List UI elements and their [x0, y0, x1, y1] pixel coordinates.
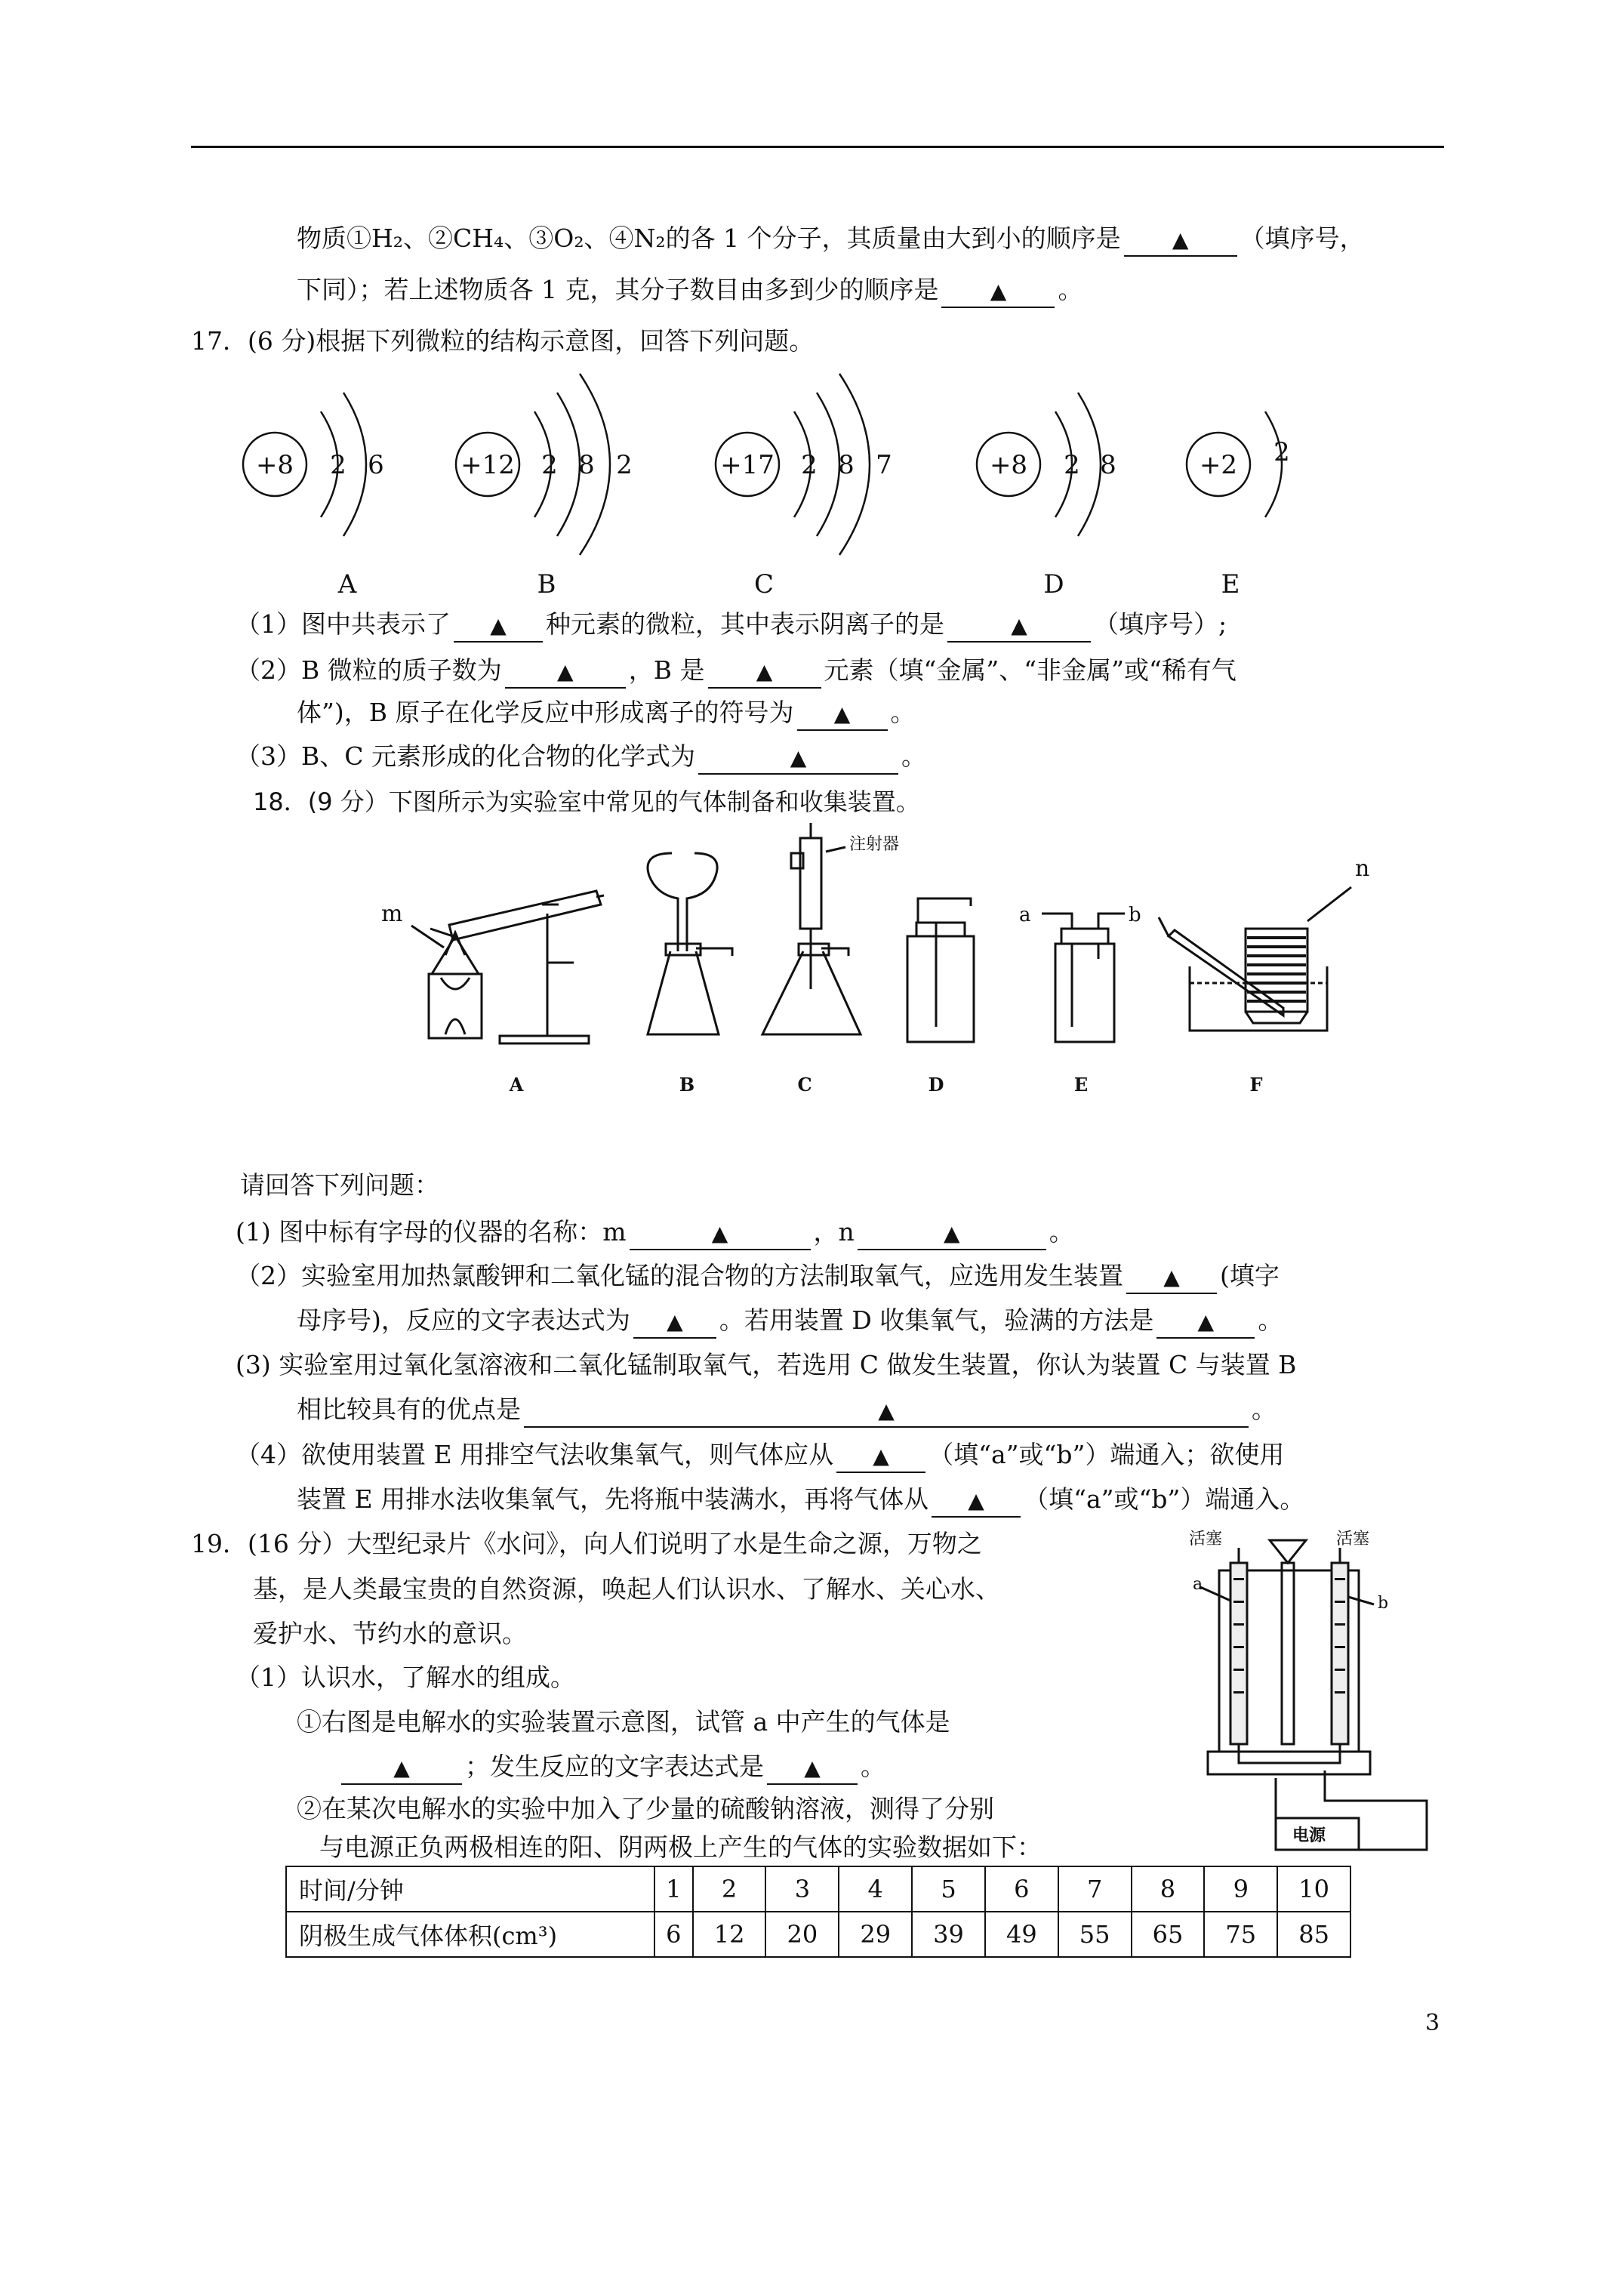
valve-right-label: 活塞: [1336, 1530, 1370, 1549]
particle-label: B: [537, 569, 556, 599]
table-cell: 2: [693, 1866, 766, 1912]
answer-blank[interactable]: ▲: [708, 655, 821, 689]
apparatus-label: B: [679, 1074, 695, 1095]
shell-electrons: 2: [801, 450, 818, 480]
table-cell: 12: [693, 1912, 766, 1957]
table-row: [286, 1912, 1350, 1957]
table-cell: 39: [912, 1912, 985, 1957]
table-cell: 29: [839, 1912, 912, 1957]
table-row: [286, 1866, 1350, 1912]
answer-blank[interactable]: ▲: [932, 1484, 1021, 1518]
q18-part-2: （2）实验室用加热氯酸钾和二氧化锰的混合物的方法制取氧气，应选用发生装置 ▲ (填字: [236, 1259, 1280, 1294]
apparatus-label: E: [1073, 1074, 1089, 1095]
shell-electrons: 2: [1064, 450, 1080, 480]
answer-blank[interactable]: ▲: [1126, 1261, 1217, 1294]
q17-part-2-cont: 体”)，B 原子在化学反应中形成离子的符号为 ▲ 。: [297, 696, 916, 731]
answer-blank[interactable]: ▲: [454, 609, 543, 643]
answer-blank[interactable]: ▲: [767, 1752, 858, 1785]
answer-blank[interactable]: ▲: [1124, 223, 1237, 257]
q17-part-1: （1）图中共表示了 ▲ 种元素的微粒，其中表示阴离子的是 ▲ （填序号）;: [236, 608, 1227, 643]
power-source-label: 电源: [1292, 1826, 1326, 1845]
table-cell: 5: [912, 1866, 985, 1912]
shell-electrons: 2: [541, 450, 558, 480]
table-header-cell: 阴极生成气体体积(cm³): [286, 1912, 654, 1957]
nucleus-label: +17: [720, 450, 775, 480]
label-m: m: [381, 901, 403, 927]
nucleus-label: +8: [989, 450, 1028, 480]
intro-line-1: 物质①H₂、②CH₄、③O₂、④N₂的各 1 个分子，其质量由大到小的顺序是 ▲ （填序号，: [297, 222, 1365, 257]
answer-blank[interactable]: ▲: [836, 1440, 925, 1473]
shell-electrons: 6: [368, 450, 384, 480]
particle-label: C: [753, 569, 775, 599]
table-header-cell: 时间/分钟: [286, 1866, 654, 1912]
table-cell: 20: [765, 1912, 839, 1957]
answer-blank[interactable]: ▲: [947, 609, 1091, 643]
q17-title: 17．(6 分)根据下列微粒的结构示意图，回答下列问题。: [191, 326, 815, 356]
table-cell: 6: [654, 1912, 693, 1957]
answer-blank[interactable]: ▲: [698, 741, 898, 775]
nucleus-label: +8: [255, 450, 294, 480]
shell-electrons: 2: [1273, 437, 1290, 467]
shell-electrons: 2: [616, 450, 633, 480]
q18-part-2-cont: 母序号)，反应的文字表达式为 ▲ 。若用装置 D 收集氧气，验满的方法是 ▲ 。: [297, 1304, 1283, 1339]
answer-blank[interactable]: ▲: [1156, 1305, 1255, 1339]
shell-electrons: 8: [1100, 450, 1116, 480]
q18-part-3: (3) 实验室用过氧化氢溶液和二氧化锰制取氧气，若选用 C 做发生装置，你认为装置 C 与装置 B: [236, 1350, 1297, 1379]
answer-blank[interactable]: ▲: [797, 698, 888, 731]
apparatus-label: D: [928, 1074, 944, 1095]
lab-apparatus-figure: [0, 823, 1623, 1095]
table-cell: 1: [654, 1866, 693, 1912]
table-cell: 4: [839, 1866, 912, 1912]
valve-left-label: 活塞: [1189, 1530, 1223, 1549]
table-cell: 49: [985, 1912, 1058, 1957]
intro-text: 物质①H₂、②CH₄、③O₂、④N₂的各 1 个分子，其质量由大到小的顺序是: [297, 223, 1121, 253]
electrolysis-figure: [1155, 1518, 1457, 1857]
table-cell: 7: [1058, 1866, 1132, 1912]
header-rule: [191, 146, 1444, 148]
atomic-structure-diagrams: [0, 355, 1623, 627]
data-table: [285, 1866, 1351, 1958]
particle-label: A: [337, 569, 357, 599]
answer-blank[interactable]: ▲: [633, 1305, 716, 1339]
apparatus-label: A: [509, 1074, 524, 1095]
shell-electrons: 7: [876, 450, 892, 480]
answer-blank[interactable]: ▲: [858, 1217, 1046, 1250]
q19-sub-1: （1）认识水，了解水的组成。: [236, 1663, 575, 1692]
intro-line-2: 下同）；若上述物质各 1 克，其分子数目由多到少的顺序是 ▲ 。: [297, 273, 1083, 308]
q19-sub-1b: ▲ ；发生反应的文字表达式是 ▲ 。: [338, 1750, 885, 1785]
label-syringe: 注射器: [849, 835, 900, 854]
q18-part-3-cont: 相比较具有的优点是 ▲ 。: [297, 1393, 1277, 1428]
q19-line-1: 19．(16 分）大型纪录片《水问》，向人们说明了水是生命之源，万物之: [191, 1529, 982, 1558]
answer-blank[interactable]: ▲: [941, 275, 1055, 308]
shell-electrons: 8: [578, 450, 595, 480]
q19-line-3: 爱护水、节约水的意识。: [253, 1619, 527, 1648]
q18-part-4: （4）欲使用装置 E 用排空气法收集氧气，则气体应从 ▲ （填“a”或“b”）端通入；欲使用: [236, 1438, 1284, 1473]
q19-sub-2b: 与电源正负两极相连的阳、阴两极上产生的气体的实验数据如下：: [319, 1832, 1042, 1862]
page-number: 3: [1425, 2010, 1440, 2036]
q18-title: 18．(9 分）下图所示为实验室中常见的气体制备和收集装置。: [253, 787, 920, 816]
q19-sub-1a: ①右图是电解水的实验装置示意图，试管 a 中产生的气体是: [297, 1707, 950, 1737]
q18-part-1: (1) 图中标有字母的仪器的名称：m ▲ ，n ▲ 。: [236, 1216, 1074, 1250]
q17-part-2: （2）B 微粒的质子数为 ▲ ，B 是 ▲ 元素（填“金属”、“非金属”或“稀有气: [236, 654, 1236, 689]
shell-electrons: 2: [330, 450, 346, 480]
q19-line-2: 基，是人类最宝贵的自然资源，唤起人们认识水、了解水、关心水、: [253, 1574, 1000, 1604]
particle-label: E: [1221, 569, 1240, 599]
table-cell: 10: [1277, 1866, 1350, 1912]
answer-blank[interactable]: ▲: [505, 655, 626, 689]
nucleus-label: +2: [1199, 450, 1238, 480]
tube-a-label: a: [1193, 1575, 1203, 1594]
q19-sub-2a: ②在某次电解水的实验中加入了少量的硫酸钠溶液，测得了分别: [297, 1794, 994, 1823]
table-cell: 8: [1132, 1866, 1205, 1912]
table-cell: 55: [1058, 1912, 1132, 1957]
shell-electrons: 8: [838, 450, 855, 480]
label-b: b: [1129, 904, 1141, 926]
tube-b-label: b: [1378, 1594, 1389, 1613]
particle-label: D: [1043, 569, 1064, 599]
table-cell: 3: [765, 1866, 839, 1912]
nucleus-label: +12: [460, 450, 515, 480]
answer-blank[interactable]: ▲: [341, 1752, 462, 1785]
q18-part-4-cont: 装置 E 用排水法收集氧气，先将瓶中装满水，再将气体从 ▲ （填“a”或“b”）端通入。: [297, 1483, 1304, 1518]
apparatus-label: F: [1249, 1074, 1263, 1095]
table-cell: 85: [1277, 1912, 1350, 1957]
table-cell: 75: [1204, 1912, 1277, 1957]
table-cell: 6: [985, 1866, 1058, 1912]
q18-prompt: 请回答下列问题：: [240, 1170, 439, 1200]
table-cell: 9: [1204, 1866, 1277, 1912]
q17-part-3: （3）B、C 元素形成的化合物的化学式为 ▲ 。: [236, 740, 926, 775]
table-cell: 65: [1132, 1912, 1205, 1957]
label-n: n: [1355, 855, 1370, 882]
apparatus-label: C: [797, 1074, 812, 1095]
answer-blank[interactable]: ▲: [630, 1217, 811, 1250]
label-a: a: [1019, 904, 1031, 926]
answer-blank[interactable]: ▲: [524, 1395, 1249, 1428]
